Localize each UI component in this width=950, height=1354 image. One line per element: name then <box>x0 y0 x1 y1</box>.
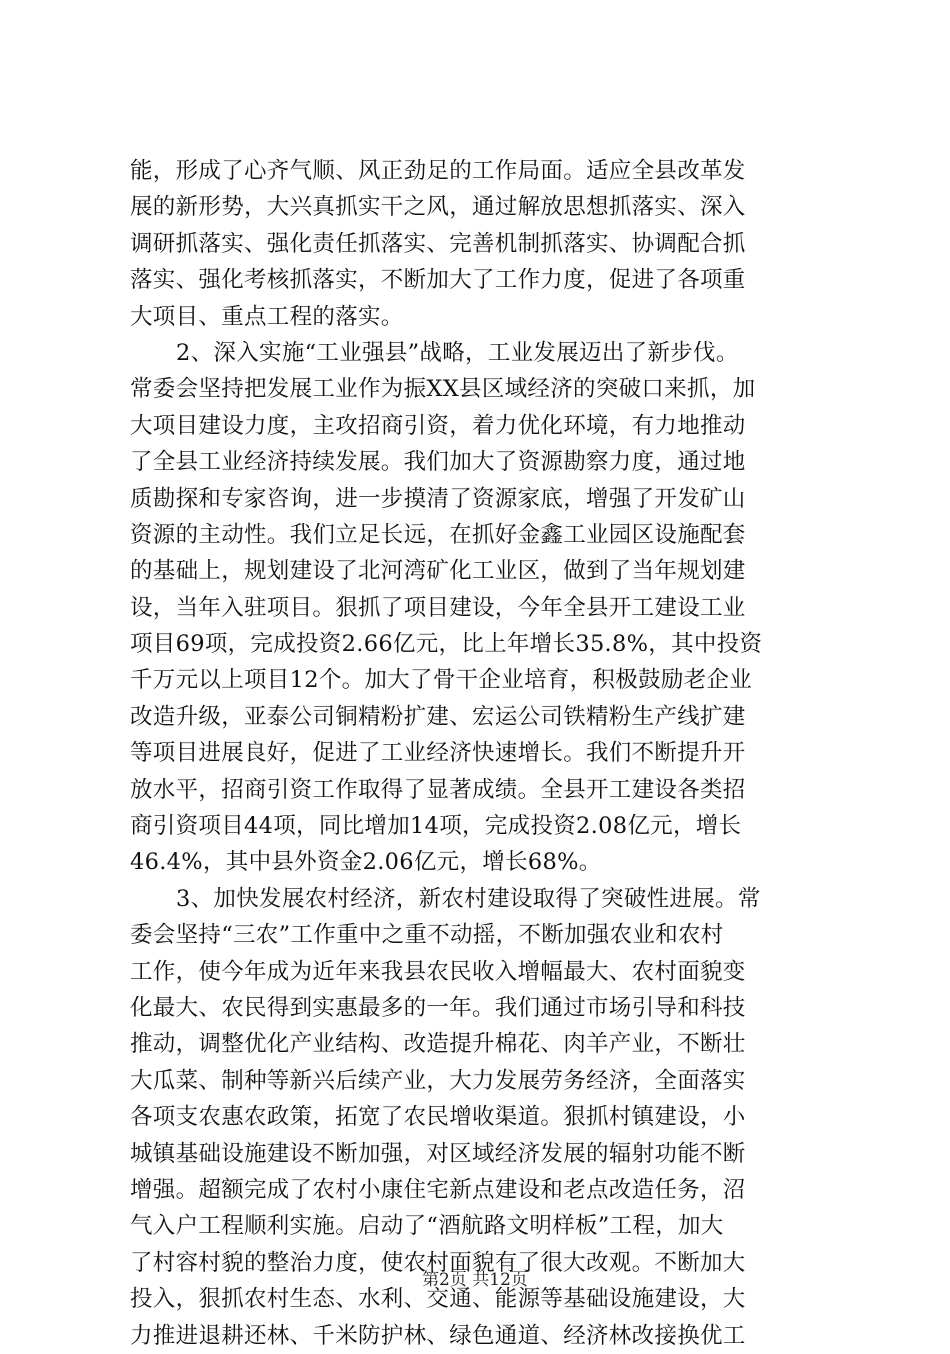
text-line: 的基础上，规划建设了北河湾矿化工业区，做到了当年规划建 <box>130 558 746 585</box>
text-line: 推动，调整优化产业结构、改造提升棉花、肉羊产业，不断壮 <box>130 1031 746 1058</box>
text-line: 大瓜菜、制种等新兴后续产业，大力发展劳务经济，全面落实 <box>130 1067 746 1094</box>
text-line: 落实、强化考核抓落实，不断加大了工作力度，促进了各项重 <box>130 267 746 294</box>
text-line: 气入户工程顺利实施。启动了“酒航路文明样板”工程，加大 <box>130 1213 724 1240</box>
text-line: 3、加快发展农村经济，新农村建设取得了突破性进展。常 <box>176 885 761 912</box>
text-line: 展的新形势，大兴真抓实干之风，通过解放思想抓落实、深入 <box>130 194 746 221</box>
paragraph <box>130 335 820 881</box>
text-line: 力推进退耕还林、千米防护林、绿色通道、经济林改接换优工 <box>130 1322 746 1349</box>
text-line: 增强。超额完成了农村小康住宅新点建设和老点改造任务，沼 <box>130 1176 746 1203</box>
document-body <box>130 153 820 1354</box>
text-line: 了村容村貌的整治力度，使农村面貌有了很大改观。不断加大 <box>130 1249 746 1276</box>
paragraph <box>130 153 820 335</box>
text-line: 资源的主动性。我们立足长远，在抓好金鑫工业园区设施配套 <box>130 521 746 548</box>
text-line: 大项目建设力度，主攻招商引资，着力优化环境，有力地推动 <box>130 412 746 439</box>
text-line: 工作，使今年成为近年来我县农民收入增幅最大、农村面貌变 <box>130 958 746 985</box>
text-line: 项目69项，完成投资2.66亿元，比上年增长35.8%，其中投资 <box>130 631 763 658</box>
text-line: 2、深入实施“工业强县”战略，工业发展迈出了新步伐。 <box>176 339 739 366</box>
text-line: 放水平，招商引资工作取得了显著成绩。全县开工建设各类招 <box>130 776 746 803</box>
text-line: 委会坚持“三农”工作重中之重不动摇，不断加强农业和农村 <box>130 922 724 949</box>
page-number-footer: 第2页 共12页 <box>422 1270 528 1290</box>
text-line: 46.4%，其中县外资金2.06亿元，增长68%。 <box>130 849 602 876</box>
text-line: 质勘探和专家咨询，进一步摸清了资源家底，增强了开发矿山 <box>130 485 746 512</box>
text-line: 城镇基础设施建设不断加强，对区域经济发展的辐射功能不断 <box>130 1140 746 1167</box>
text-line: 化最大、农民得到实惠最多的一年。我们通过市场引导和科技 <box>130 994 746 1021</box>
text-line: 改造升级，亚泰公司铜精粉扩建、宏运公司铁精粉生产线扩建 <box>130 703 746 730</box>
text-line: 商引资项目44项，同比增加14项，完成投资2.08亿元，增长 <box>130 813 742 840</box>
text-line: 千万元以上项目12个。加大了骨干企业培育，积极鼓励老企业 <box>130 667 753 694</box>
text-line: 设，当年入驻项目。狠抓了项目建设，今年全县开工建设工业 <box>130 594 746 621</box>
text-line: 调研抓落实、强化责任抓落实、完善机制抓落实、协调配合抓 <box>130 230 746 257</box>
text-line: 投入，狠抓农村生态、水利、交通、能源等基础设施建设，大 <box>130 1286 746 1313</box>
text-line: 常委会坚持把发展工业作为振XX县区域经济的突破口来抓，加 <box>130 376 756 403</box>
text-line: 大项目、重点工程的落实。 <box>130 303 404 330</box>
text-line: 等项目进展良好，促进了工业经济快速增长。我们不断提升开 <box>130 740 746 767</box>
text-line: 能，形成了心齐气顺、风正劲足的工作局面。适应全县改革发 <box>130 158 746 184</box>
text-line: 各项支农惠农政策，拓宽了农民增收渠道。狠抓村镇建设，小 <box>130 1104 746 1131</box>
text-line: 了全县工业经济持续发展。我们加大了资源勘察力度，通过地 <box>130 449 746 476</box>
